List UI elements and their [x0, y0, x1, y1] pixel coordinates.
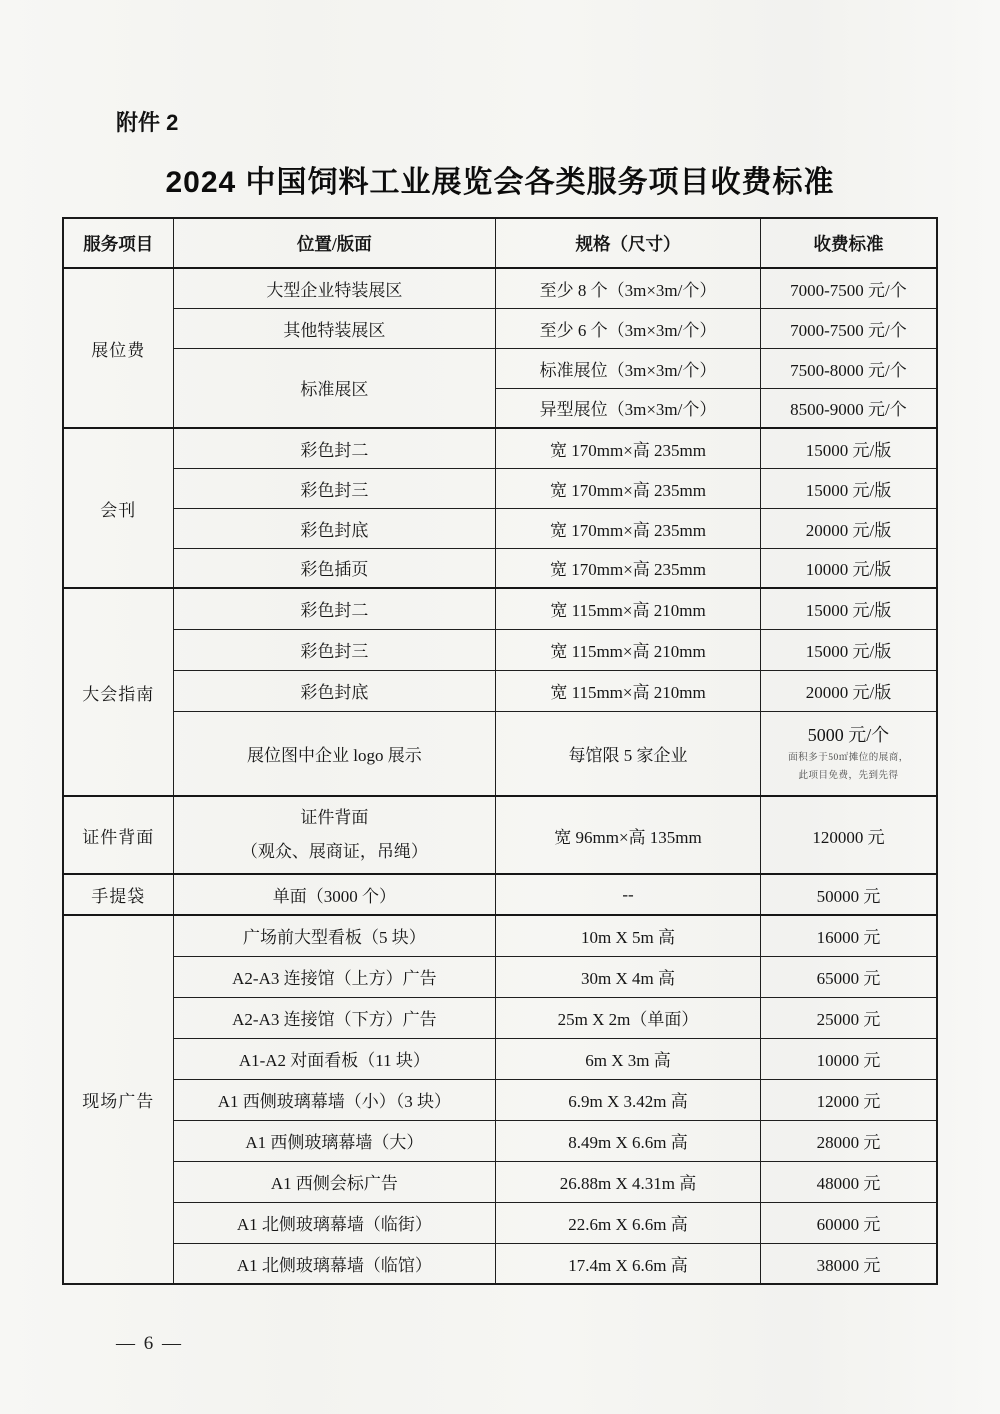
cell-location-standard-zone: 标准展区 — [173, 348, 496, 428]
cell-location: 单面（3000 个） — [173, 874, 496, 915]
cell-location: 大型企业特装展区 — [173, 268, 496, 308]
cell-location: 彩色封底 — [173, 670, 496, 711]
table-row — [63, 1243, 937, 1284]
section-label-guide: 大会指南 — [63, 588, 173, 796]
cell-location: 彩色封三 — [173, 468, 496, 508]
table-row — [63, 508, 937, 548]
cell-spec: 宽 170mm×高 235mm — [496, 548, 761, 588]
cell-spec: 8.49m X 6.6m 高 — [496, 1120, 761, 1161]
cell-price: 15000 元/版 — [760, 428, 937, 468]
table-row — [63, 1079, 937, 1120]
cell-location: 展位图中企业 logo 展示 — [173, 711, 496, 796]
column-header-price: 收费标准 — [760, 218, 937, 268]
page-title: 2024 中国饲料工业展览会各类服务项目收费标准 — [165, 166, 835, 199]
cell-price: 48000 元 — [760, 1161, 937, 1202]
table-row — [63, 670, 937, 711]
section-label-journal: 会刊 — [63, 428, 173, 588]
table-row — [63, 956, 937, 997]
cell-price: 12000 元 — [760, 1079, 937, 1120]
cell-location: 广场前大型看板（5 块） — [173, 915, 496, 956]
badge-location-line1: 证件背面 — [300, 808, 369, 827]
column-header-service-item: 服务项目 — [63, 218, 173, 268]
table-row — [63, 428, 937, 468]
table-row — [63, 268, 937, 308]
section-label-onsite-ads: 现场广告 — [63, 915, 173, 1284]
cell-price: 7000-7500 元/个 — [760, 308, 937, 348]
cell-location: 彩色封底 — [173, 508, 496, 548]
cell-spec: 至少 6 个（3m×3m/个） — [496, 308, 761, 348]
cell-price: 65000 元 — [760, 956, 937, 997]
table-row — [63, 1038, 937, 1079]
cell-spec: 22.6m X 6.6m 高 — [496, 1202, 761, 1243]
table-row — [63, 468, 937, 508]
cell-location: 其他特装展区 — [173, 308, 496, 348]
attachment-label: 附件 2 — [116, 110, 179, 135]
cell-location: A1 西侧玻璃幕墙（小）（3 块） — [173, 1079, 496, 1120]
table-row — [63, 1161, 937, 1202]
cell-location-two-line — [173, 796, 496, 874]
cell-price: 120000 元 — [760, 796, 937, 874]
cell-price: 7000-7500 元/个 — [760, 268, 937, 308]
cell-spec: 至少 8 个（3m×3m/个） — [496, 268, 761, 308]
table-row-badge-back — [63, 796, 937, 874]
cell-price: 60000 元 — [760, 1202, 937, 1243]
price-note-line1: 面积多于50㎡摊位的展商， — [788, 752, 909, 763]
cell-spec: 25m X 2m（单面） — [496, 997, 761, 1038]
section-label-badge-back: 证件背面 — [63, 796, 173, 874]
cell-price: 15000 元/版 — [760, 629, 937, 670]
table-row — [63, 1120, 937, 1161]
cell-location: 彩色封二 — [173, 428, 496, 468]
cell-spec: 宽 115mm×高 210mm — [496, 588, 761, 629]
cell-price: 15000 元/版 — [760, 468, 937, 508]
cell-price: 10000 元 — [760, 1038, 937, 1079]
table-row — [63, 548, 937, 588]
cell-price: 20000 元/版 — [760, 670, 937, 711]
table-row — [63, 997, 937, 1038]
cell-spec: 宽 115mm×高 210mm — [496, 629, 761, 670]
cell-spec: 17.4m X 6.6m 高 — [496, 1243, 761, 1284]
cell-spec: 宽 115mm×高 210mm — [496, 670, 761, 711]
cell-price: 25000 元 — [760, 997, 937, 1038]
cell-location: 彩色封三 — [173, 629, 496, 670]
cell-spec: 26.88m X 4.31m 高 — [496, 1161, 761, 1202]
cell-location: A2-A3 连接馆（上方）广告 — [173, 956, 496, 997]
cell-location: A1 西侧玻璃幕墙（大） — [173, 1120, 496, 1161]
cell-spec: 30m X 4m 高 — [496, 956, 761, 997]
cell-price: 50000 元 — [760, 874, 937, 915]
cell-location: A1 北侧玻璃幕墙（临街） — [173, 1202, 496, 1243]
table-header-row — [63, 218, 937, 268]
table-row — [63, 348, 937, 388]
cell-location: 彩色插页 — [173, 548, 496, 588]
table-row — [63, 588, 937, 629]
section-label-booth-fee: 展位费 — [63, 268, 173, 428]
table-row — [63, 629, 937, 670]
cell-price: 38000 元 — [760, 1243, 937, 1284]
badge-location-line2: （观众、展商证，吊绳） — [240, 842, 428, 861]
cell-location: 彩色封二 — [173, 588, 496, 629]
cell-spec: 宽 170mm×高 235mm — [496, 468, 761, 508]
cell-price: 20000 元/版 — [760, 508, 937, 548]
price-main: 5000 元/个 — [807, 724, 890, 745]
cell-price-with-note — [760, 711, 937, 796]
cell-spec: 标准展位（3m×3m/个） — [496, 348, 761, 388]
cell-spec: 6m X 3m 高 — [496, 1038, 761, 1079]
cell-price: 10000 元/版 — [760, 548, 937, 588]
cell-price: 15000 元/版 — [760, 588, 937, 629]
cell-price: 8500-9000 元/个 — [760, 388, 937, 428]
column-header-spec: 规格（尺寸） — [496, 218, 761, 268]
cell-spec: 每馆限 5 家企业 — [496, 711, 761, 796]
price-note-line2: 此项目免费，先到先得 — [798, 770, 899, 781]
cell-spec: -- — [496, 874, 761, 915]
cell-spec: 6.9m X 3.42m 高 — [496, 1079, 761, 1120]
cell-spec: 宽 170mm×高 235mm — [496, 428, 761, 468]
cell-price: 16000 元 — [760, 915, 937, 956]
table-row-tote-bag — [63, 874, 937, 915]
cell-location: A1 北侧玻璃幕墙（临馆） — [173, 1243, 496, 1284]
cell-spec: 宽 170mm×高 235mm — [496, 508, 761, 548]
column-header-location: 位置/版面 — [173, 218, 496, 268]
cell-spec: 10m X 5m 高 — [496, 915, 761, 956]
table-row — [63, 1202, 937, 1243]
cell-price: 7500-8000 元/个 — [760, 348, 937, 388]
cell-price: 28000 元 — [760, 1120, 937, 1161]
fee-table — [62, 217, 938, 1285]
table-row — [63, 308, 937, 348]
cell-location: A1-A2 对面看板（11 块） — [173, 1038, 496, 1079]
cell-location: A2-A3 连接馆（下方）广告 — [173, 997, 496, 1038]
cell-spec: 宽 96mm×高 135mm — [496, 796, 761, 874]
cell-location: A1 西侧会标广告 — [173, 1161, 496, 1202]
table-row-logo-display — [63, 711, 937, 796]
page-number: — 6 — — [116, 1333, 183, 1354]
cell-spec: 异型展位（3m×3m/个） — [496, 388, 761, 428]
table-row — [63, 915, 937, 956]
section-label-tote-bag: 手提袋 — [63, 874, 173, 915]
